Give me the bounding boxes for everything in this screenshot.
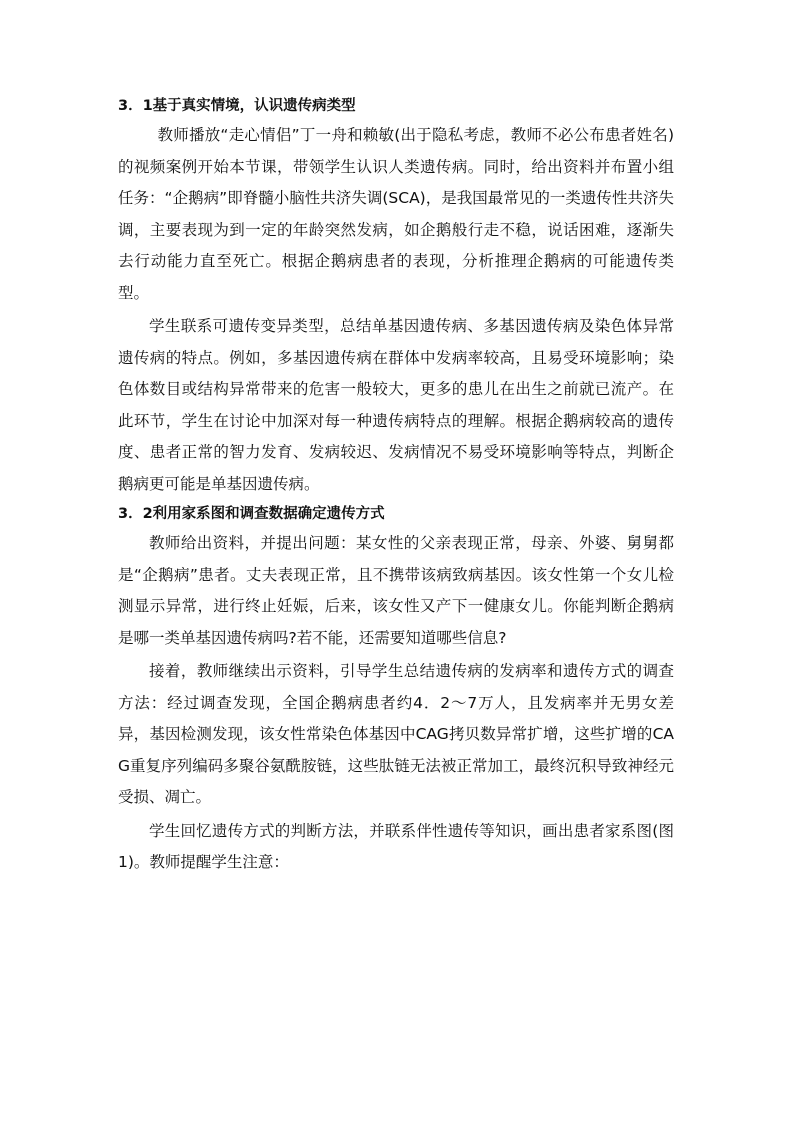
document-body [118,92,674,879]
body-paragraph: 接着，教师继续出示资料，引导学生总结遗传病的发病率和遗传方式的调查方法：经过调查发现，全国企鹅病患者约4．2～7万人，且发病率并无男女差异，基因检测发现，该女性常染色体基因中CAG拷贝数异常扩增，这些扩增的CAG重复序列编码多聚谷氨酰胺链，这些肽链无法被正常加工，最终沉积导致神经元受损、凋亡。 [118,662,674,806]
body-paragraph: 教师给出资料，并提出问题：某女性的父亲表现正常，母亲、外婆、舅舅都是“企鹅病”患者。丈夫表现正常，且不携带该病致病基因。该女性第一个女儿检测显示异常，进行终止妊娠，后来，该女性又产下一健康女儿。你能判断企鹅病是哪一类单基因遗传病吗?若不能，还需要知道哪些信息? [118,534,674,647]
section-3-2 [118,500,674,879]
section-3-1 [118,92,674,500]
body-paragraph: 学生联系可遗传变异类型，总结单基因遗传病、多基因遗传病及染色体异常遗传病的特点。例如，多基因遗传病在群体中发病率较高，且易受环境影响；染色体数目或结构异常带来的危害一般较大，更多的患儿在出生之前就已流产。在此环节，学生在讨论中加深对每一种遗传病特点的理解。根据企鹅病较高的遗传度、患者正常的智力发育、发病较迟、发病情况不易受环境影响等特点，判断企鹅病更可能是单基因遗传病。 [118,317,674,493]
section-heading: 3．1基于真实情境，认识遗传病类型 [118,98,356,114]
body-paragraph: 学生回忆遗传方式的判断方法，并联系伴性遗传等知识，画出患者家系图(图1)。教师提醒学生注意： [118,821,674,871]
body-paragraph: 教师播放“走心情侣”丁一舟和赖敏(出于隐私考虑，教师不必公布患者姓名)的视频案例开始本节课，带领学生认识人类遗传病。同时，给出资料并布置小组任务：“企鹅病”即脊髓小脑性共济失调(SCA)，是我国最常见的一类遗传性共济失调，主要表现为到一定的年龄突然发病，如企鹅般行走不稳，说话困难，逐渐失去行动能力直至死亡。根据企鹅病患者的表现，分析推理企鹅病的可能遗传类型。 [118,126,674,302]
section-heading: 3．2利用家系图和调查数据确定遗传方式 [118,506,385,522]
